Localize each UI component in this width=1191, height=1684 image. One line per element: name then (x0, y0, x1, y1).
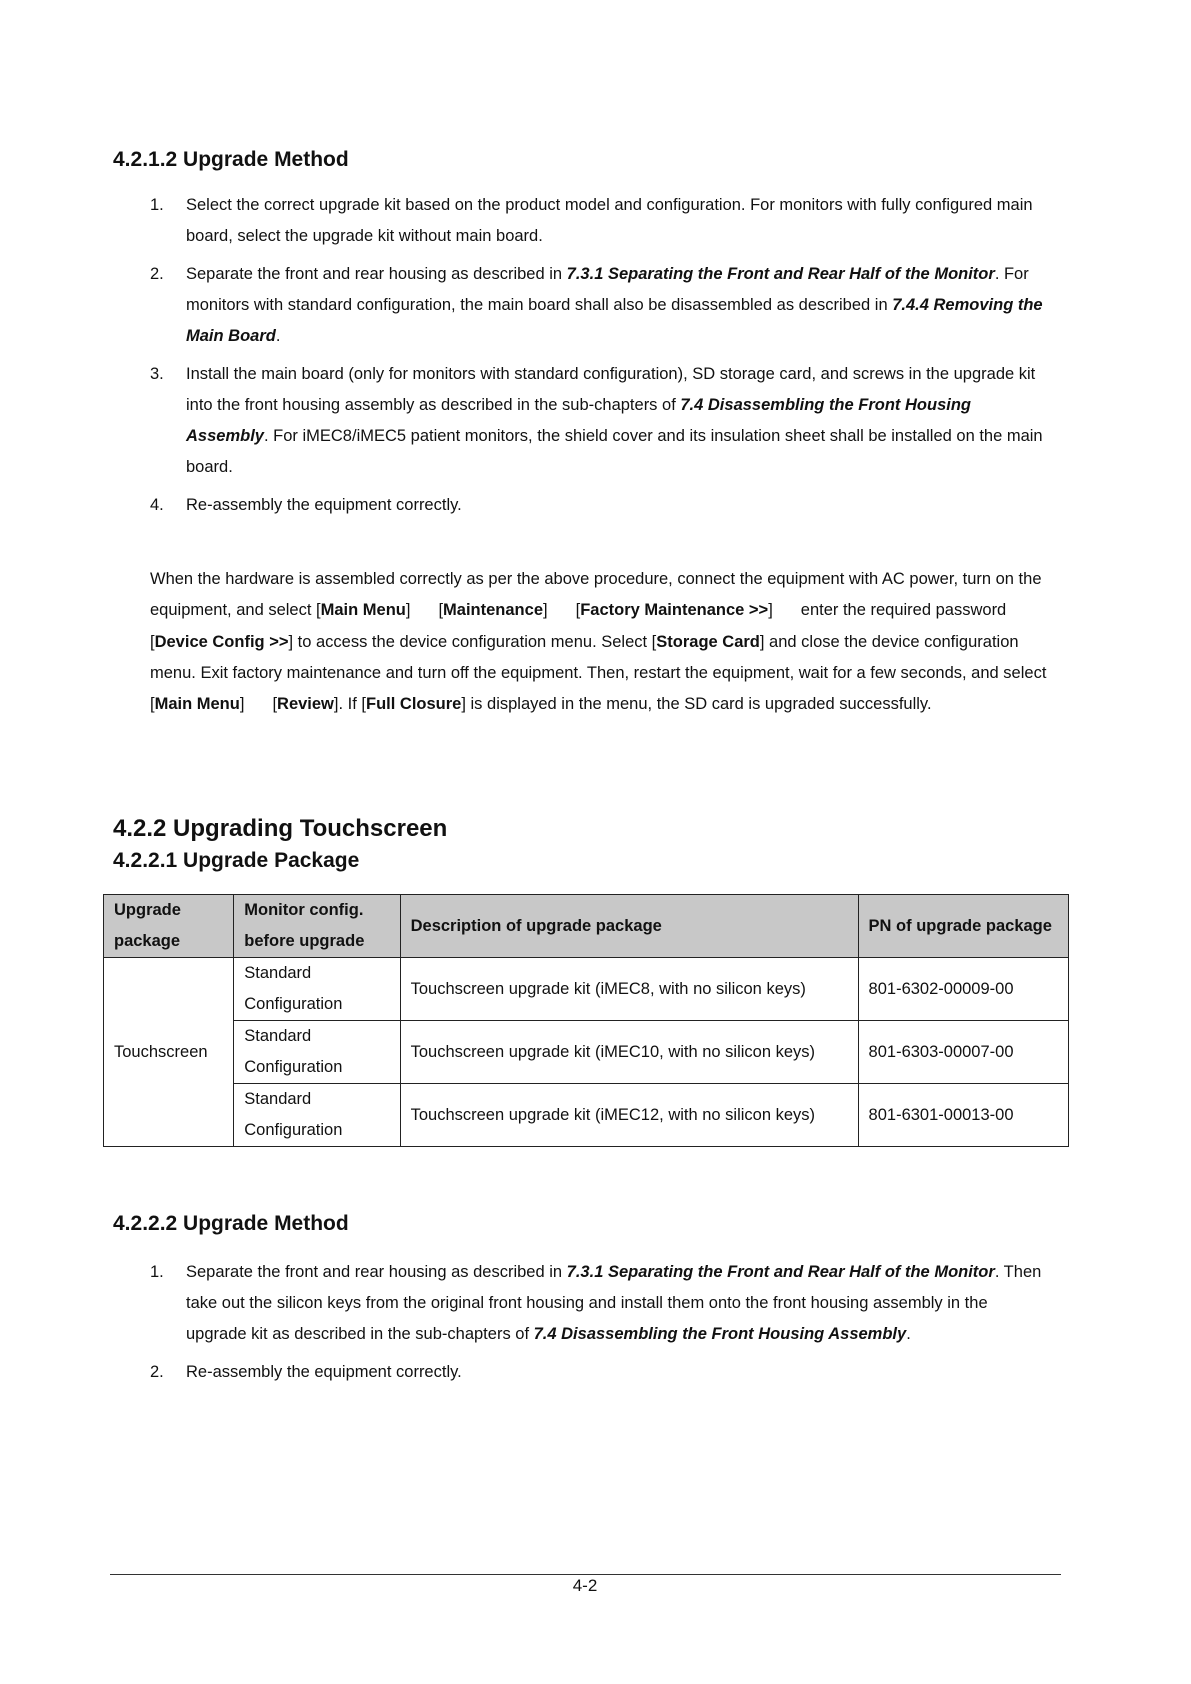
note-text: ]. If [ (333, 695, 366, 714)
footer-divider (110, 1574, 1061, 1575)
step-text: Separate the front and rear housing as described in (186, 1263, 567, 1281)
step-text: . (275, 327, 281, 345)
list-item (150, 259, 1050, 352)
menu-path-storage-card: Storage Card (656, 632, 760, 651)
section-heading-4222: 4.2.2.2 Upgrade Method (113, 1212, 349, 1235)
note-text: [ (438, 601, 444, 620)
step-number: 4. (150, 496, 164, 514)
config-cell: Standard Configuration (234, 1021, 400, 1084)
note-text: ] (543, 601, 548, 620)
table-row (104, 1084, 1069, 1147)
part-number-cell: 801-6302-00009-00 (858, 958, 1068, 1021)
column-header: PN of upgrade package (858, 895, 1068, 958)
note-text: ] is displayed in the menu, the SD card is upgraded successfully. (461, 695, 932, 714)
section-heading-422: 4.2.2 Upgrading Touchscreen (113, 815, 448, 842)
description-cell: Touchscreen upgrade kit (iMEC8, with no silicon keys) (400, 958, 858, 1021)
note-text: ] to access the device configuration menu. Select [ (288, 632, 657, 651)
upgrade-package-table (103, 894, 1069, 1147)
cross-reference-link[interactable]: 7.4 Disassembling the Front Housing Assembly (186, 396, 972, 445)
note-text: [ (575, 601, 581, 620)
column-header: Monitor config. before upgrade (234, 895, 400, 958)
list-item (150, 1257, 1050, 1350)
menu-path-review: Review (277, 695, 334, 714)
column-header: Upgrade package (104, 895, 234, 958)
note-text: enter the required password (800, 601, 1007, 620)
description-cell: Touchscreen upgrade kit (iMEC12, with no silicon keys) (400, 1084, 858, 1147)
menu-path-main-menu: Main Menu (320, 601, 406, 620)
note-text: ] (239, 695, 245, 714)
step-number: 3. (150, 365, 164, 383)
note-text: When the hardware is assembled correctly as per the above procedure, connect the equipment with AC power, turn on the equipment, and select [ (150, 570, 1042, 620)
table-row (104, 1021, 1069, 1084)
cross-reference-link[interactable]: 7.4 Disassembling the Front Housing Assembly (533, 1325, 907, 1343)
menu-path-main-menu: Main Menu (154, 695, 240, 714)
step-number: 2. (150, 1363, 164, 1381)
note-text: ] (768, 601, 773, 620)
cross-reference-link[interactable]: 7.3.1 Separating the Front and Rear Half of the Monitor (566, 1263, 995, 1281)
part-number-cell: 801-6301-00013-00 (858, 1084, 1068, 1147)
list-item (150, 1357, 1050, 1388)
step-text: . (906, 1325, 911, 1343)
step-text: Install the main board (only for monitors with standard configuration), SD storage card, and screws in the upgrade kit into the front housing assembly as described in the sub-chapters of (186, 365, 1036, 414)
step-number: 1. (150, 196, 164, 214)
step-number: 2. (150, 265, 164, 283)
menu-path-device-config: Device Config >> (154, 632, 289, 651)
page-number: 4-2 (572, 1576, 598, 1595)
upgrade-note-paragraph (150, 564, 1055, 720)
list-item (150, 190, 1050, 252)
section-heading-4221: 4.2.2.1 Upgrade Package (113, 849, 360, 872)
note-text: ] and close the device configuration menu. Exit factory maintenance and turn off the equipment. Then, restart the equipment, wait for a few seconds, and select [ (150, 632, 1047, 714)
part-number-cell: 801-6303-00007-00 (858, 1021, 1068, 1084)
step-text: Separate the front and rear housing as described in (186, 265, 567, 283)
step-list-4212 (150, 190, 1050, 528)
menu-path-factory-maintenance: Factory Maintenance >> (580, 601, 769, 620)
step-text: . For iMEC8/iMEC5 patient monitors, the shield cover and its insulation sheet shall be installed on the main board. (186, 427, 1043, 476)
config-cell: Standard Configuration (234, 1084, 400, 1147)
section-heading-4212: 4.2.1.2 Upgrade Method (113, 148, 349, 171)
step-text: . Then take out the silicon keys from the original front housing and install them onto the front housing assembly in the upgrade kit as described in the sub-chapters of (186, 1263, 1042, 1343)
cross-reference-link[interactable]: 7.3.1 Separating the Front and Rear Half of the Monitor (566, 265, 995, 283)
step-list-4222 (150, 1257, 1050, 1395)
table-row (104, 958, 1069, 1021)
description-cell: Touchscreen upgrade kit (iMEC10, with no silicon keys) (400, 1021, 858, 1084)
note-text: [ (272, 695, 278, 714)
step-text: Re-assembly the equipment correctly. (186, 1363, 462, 1381)
step-text: Re-assembly the equipment correctly. (186, 496, 462, 514)
config-cell: Standard Configuration (234, 958, 400, 1021)
list-item (150, 359, 1050, 483)
column-header: Description of upgrade package (400, 895, 858, 958)
note-text: [ (150, 632, 155, 651)
cross-reference-link[interactable]: 7.4.4 Removing the Main Board (186, 296, 1043, 345)
menu-path-full-closure: Full Closure (366, 695, 462, 714)
step-text: Select the correct upgrade kit based on the product model and configuration. For monitors with fully configured main board, select the upgrade kit without main board. (186, 196, 1033, 245)
menu-path-maintenance: Maintenance (443, 601, 543, 620)
list-item (150, 490, 1050, 521)
step-number: 1. (150, 1263, 164, 1281)
note-text: ] (405, 601, 411, 620)
upgrade-package-cell: Touchscreen (104, 958, 234, 1147)
table-header-row (104, 895, 1069, 958)
step-text: . For monitors with standard configuration, the main board shall also be disassembled as described in (186, 265, 1029, 314)
